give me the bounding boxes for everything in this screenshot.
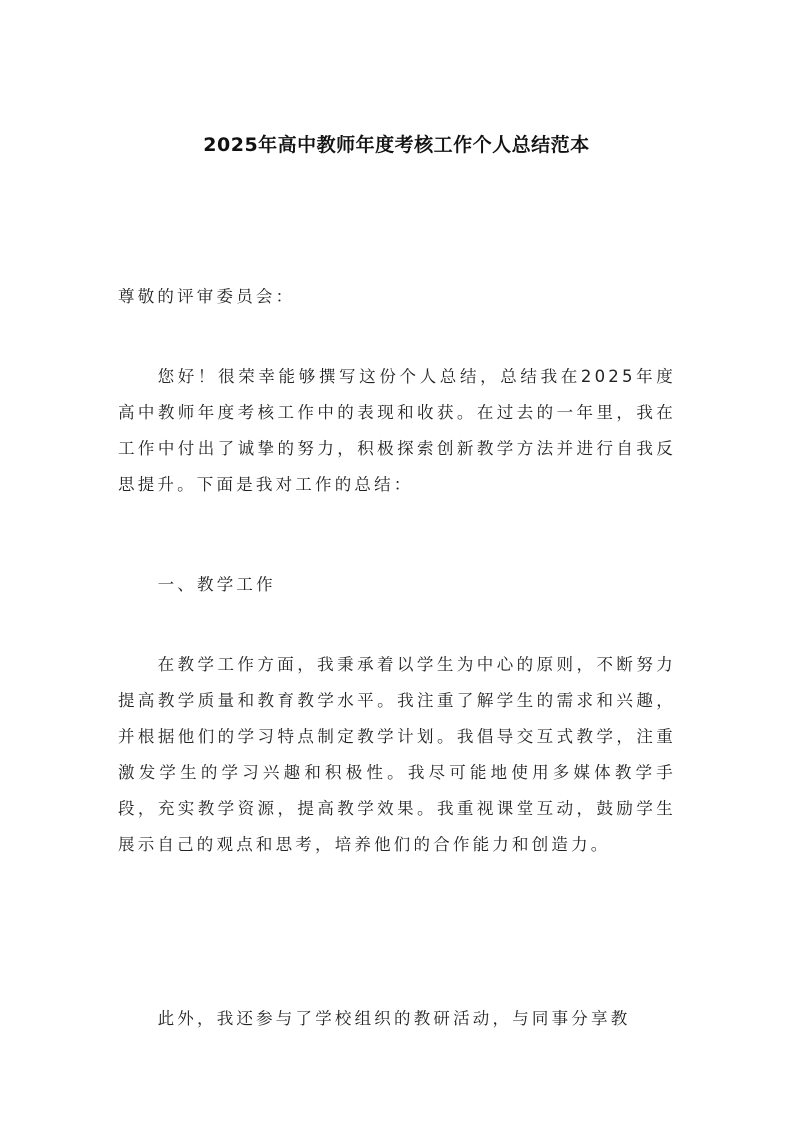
salutation: 尊敬的评审委员会：	[118, 287, 296, 306]
intro-paragraph: 您好！很荣幸能够撰写这份个人总结，总结我在2025年度高中教师年度考核工作中的表现和收获。在过去的一年里，我在工作中付出了诚挚的努力，积极探索创新教学方法并进行自我反思提升。下面是我对工作的总结：	[118, 367, 676, 494]
document-title: 2025年高中教师年度考核工作个人总结范本	[203, 134, 590, 156]
teaching-research-paragraph: 此外，我还参与了学校组织的教研活动，与同事分享教	[157, 1009, 631, 1028]
section-heading-teaching: 一、教学工作	[157, 575, 276, 594]
teaching-paragraph: 在教学工作方面，我秉承着以学生为中心的原则，不断努力提高教学质量和教育教学水平。我注重了解学生的需求和兴趣，并根据他们的学习特点制定教学计划。我倡导交互式教学，注重激发学生的学习兴趣和积极性。我尽可能地使用多媒体教学手段，充实教学资源，提高教学效果。我重视课堂互动，鼓励学生展示自己的观点和思考，培养他们的合作能力和创造力。	[118, 655, 676, 854]
